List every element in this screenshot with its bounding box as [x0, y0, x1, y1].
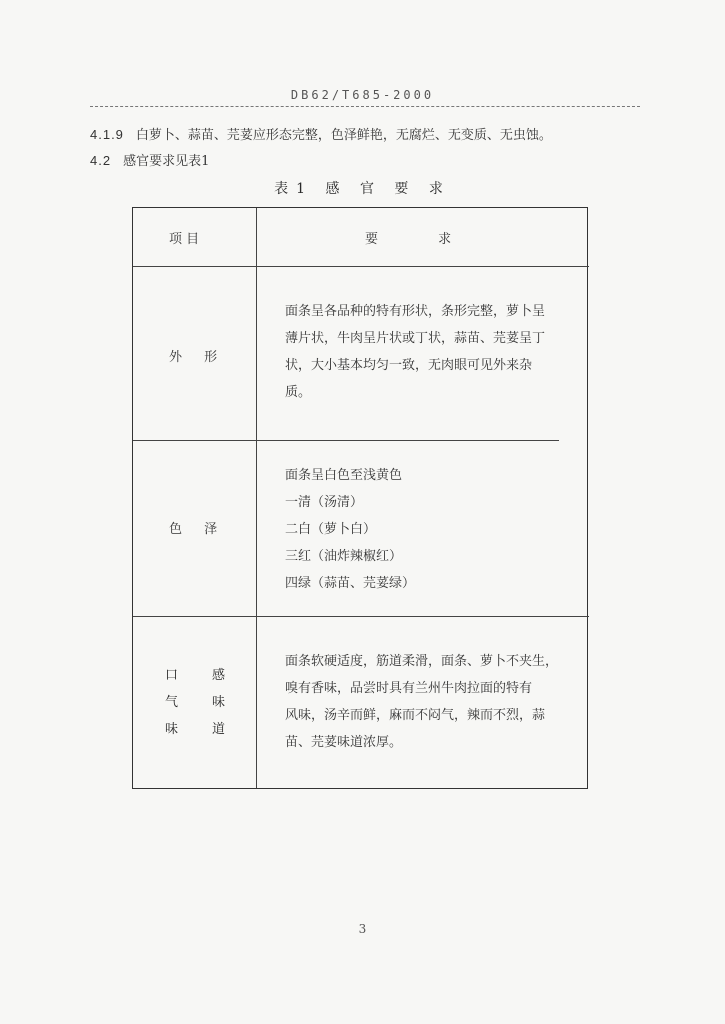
standard-code: DB62/T685-2000: [290, 88, 435, 102]
page-number: 3: [358, 922, 367, 936]
row-label-taste: 口 感 气 味 味 道: [165, 668, 225, 737]
clause-text: 白萝卜、蒜苗、芫荽应形态完整，色泽鲜艳，无腐烂、无变质、无虫蚀。: [135, 128, 552, 143]
row-label-color: 色 泽: [169, 522, 218, 537]
text-line: 四绿（蒜苗、芫荽绿）: [285, 576, 416, 591]
header-divider: [133, 266, 589, 267]
clause-4-1-9: [90, 124, 552, 143]
text-line: 薄片状，牛肉呈片状或丁状，蒜苗、芫荽呈丁: [285, 331, 546, 346]
row-divider: [133, 440, 559, 441]
text-line: 一清（汤清）: [285, 495, 364, 510]
text-line: 风味，汤辛而鲜，麻而不闷气，辣而不烈，蒜: [285, 708, 546, 723]
text-line: 质。: [285, 385, 312, 400]
column-divider: [256, 208, 257, 788]
table-title: 表1 感 官 要 求: [274, 181, 451, 197]
col-header-requirement: 要 求: [365, 232, 480, 247]
text-line: 嗅有香味，品尝时具有兰州牛肉拉面的特有: [285, 681, 533, 696]
row-text-appearance: [285, 298, 585, 406]
row-text-color: [285, 462, 575, 597]
row-text-taste: [285, 648, 585, 756]
sensory-requirements-table: [132, 207, 588, 789]
row-label-appearance: 外 形: [169, 350, 218, 365]
text-line: 面条软硬适度，筋道柔滑，面条、萝卜不夹生，: [285, 654, 559, 669]
text-line: 状，大小基本均匀一致，无肉眼可见外来杂: [285, 358, 533, 373]
text-line: 面条呈各品种的特有形状，条形完整，萝卜呈: [285, 304, 546, 319]
clause-number: 4.1.9: [90, 127, 124, 142]
text-line: 面条呈白色至浅黄色: [285, 468, 403, 483]
clause-number: 4.2: [90, 153, 112, 168]
text-line: 二白（萝卜白）: [285, 522, 377, 537]
clause-text: 感官要求见表1: [123, 154, 210, 169]
text-line: 三红（油炸辣椒红）: [285, 549, 403, 564]
text-line: 苗、芫荽味道浓厚。: [285, 735, 403, 750]
clause-4-2: [90, 150, 209, 169]
header-rule: [90, 106, 640, 107]
col-header-item: 项 目: [169, 232, 200, 247]
